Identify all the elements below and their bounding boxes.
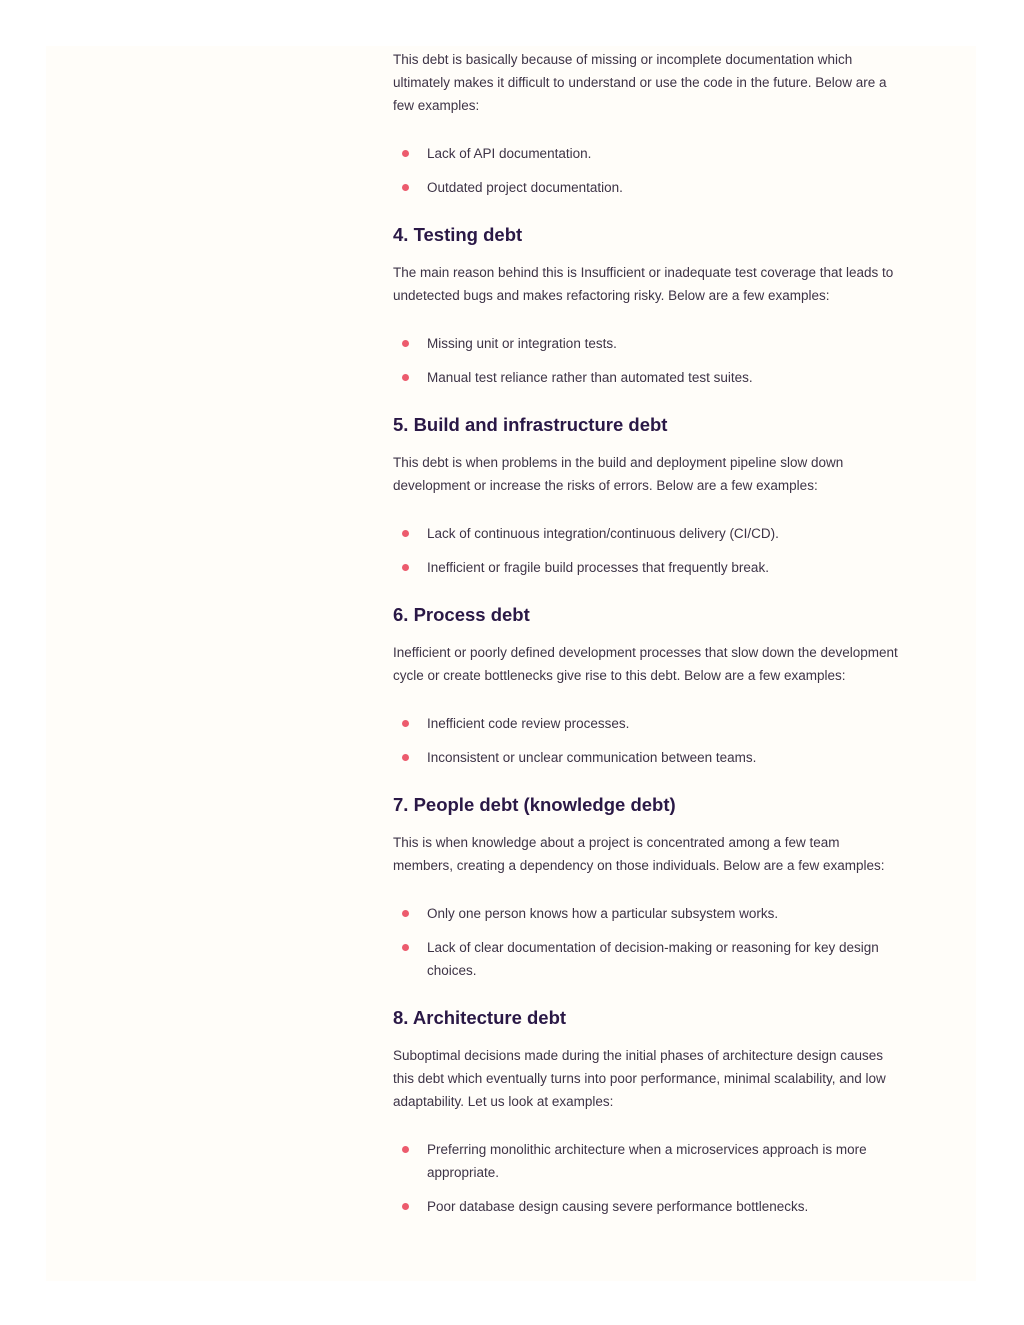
section-build-infrastructure-debt: [393, 413, 903, 579]
bullet-dot-icon: [402, 184, 409, 191]
list-item-text: Poor database design causing severe performance bottlenecks.: [427, 1199, 809, 1214]
section-bullet-list: [393, 902, 903, 982]
list-item: [393, 142, 903, 165]
section-paragraph: Inefficient or poorly defined development processes that slow down the development cycle or create bottlenecks give rise to this debt. Below are a few examples:: [393, 645, 898, 683]
list-item: [393, 936, 903, 982]
section-heading: 4. Testing debt: [393, 224, 523, 245]
section-process-debt: [393, 603, 903, 769]
article-body: [393, 48, 903, 1229]
section-bullet-list: [393, 712, 903, 769]
list-item: [393, 522, 903, 545]
bullet-dot-icon: [402, 1203, 409, 1210]
list-item-text: Inconsistent or unclear communication between teams.: [427, 750, 757, 765]
list-item-text: Inefficient or fragile build processes that frequently break.: [427, 560, 769, 575]
intro-paragraph: This debt is basically because of missing or incomplete documentation which ultimately makes it difficult to understand or use the code in the future. Below are a few examples:: [393, 52, 887, 113]
bullet-dot-icon: [402, 754, 409, 761]
bullet-dot-icon: [402, 1146, 409, 1153]
list-item-text: Manual test reliance rather than automated test suites.: [427, 370, 753, 385]
bullet-dot-icon: [402, 150, 409, 157]
bullet-dot-icon: [402, 944, 409, 951]
bullet-dot-icon: [402, 530, 409, 537]
section-bullet-list: [393, 332, 903, 389]
list-item: [393, 712, 903, 735]
list-item-text: Only one person knows how a particular subsystem works.: [427, 906, 779, 921]
section-paragraph: This debt is when problems in the build and deployment pipeline slow down development or increase the risks of errors. Below are a few examples:: [393, 455, 844, 493]
section-paragraph: Suboptimal decisions made during the initial phases of architecture design causes this debt which eventually turns into poor performance, minimal scalability, and low adaptability. Let us look at examples:: [393, 1048, 886, 1109]
list-item-text: Missing unit or integration tests.: [427, 336, 617, 351]
list-item: [393, 746, 903, 769]
list-item: [393, 332, 903, 355]
section-heading: 8. Architecture debt: [393, 1007, 567, 1028]
bullet-dot-icon: [402, 340, 409, 347]
intro-bullet-list: [393, 142, 903, 199]
list-item-text: Inefficient code review processes.: [427, 716, 630, 731]
list-item-text: Lack of continuous integration/continuous delivery (CI/CD).: [427, 526, 779, 541]
section-people-debt: [393, 793, 903, 982]
section-paragraph: The main reason behind this is Insufficient or inadequate test coverage that leads to undetected bugs and makes refactoring risky. Below are a few examples:: [393, 265, 894, 303]
bullet-dot-icon: [402, 374, 409, 381]
section-heading: 7. People debt (knowledge debt): [393, 794, 676, 815]
list-item: [393, 902, 903, 925]
list-item-text: Preferring monolithic architecture when a microservices approach is more appropriate.: [427, 1142, 867, 1180]
intro-section: [393, 48, 903, 199]
list-item-text: Outdated project documentation.: [427, 180, 623, 195]
list-item: [393, 366, 903, 389]
list-item-text: Lack of clear documentation of decision-making or reasoning for key design choices.: [427, 940, 879, 978]
list-item: [393, 176, 903, 199]
bullet-dot-icon: [402, 720, 409, 727]
section-testing-debt: [393, 223, 903, 389]
section-bullet-list: [393, 1138, 903, 1218]
section-architecture-debt: [393, 1006, 903, 1218]
section-heading: 5. Build and infrastructure debt: [393, 414, 668, 435]
section-bullet-list: [393, 522, 903, 579]
list-item: [393, 1195, 903, 1218]
section-heading: 6. Process debt: [393, 604, 530, 625]
section-paragraph: This is when knowledge about a project is concentrated among a few team members, creating a dependency on those individuals. Below are a few examples:: [393, 835, 885, 873]
list-item: [393, 556, 903, 579]
list-item: [393, 1138, 903, 1184]
bullet-dot-icon: [402, 910, 409, 917]
bullet-dot-icon: [402, 564, 409, 571]
list-item-text: Lack of API documentation.: [427, 146, 592, 161]
